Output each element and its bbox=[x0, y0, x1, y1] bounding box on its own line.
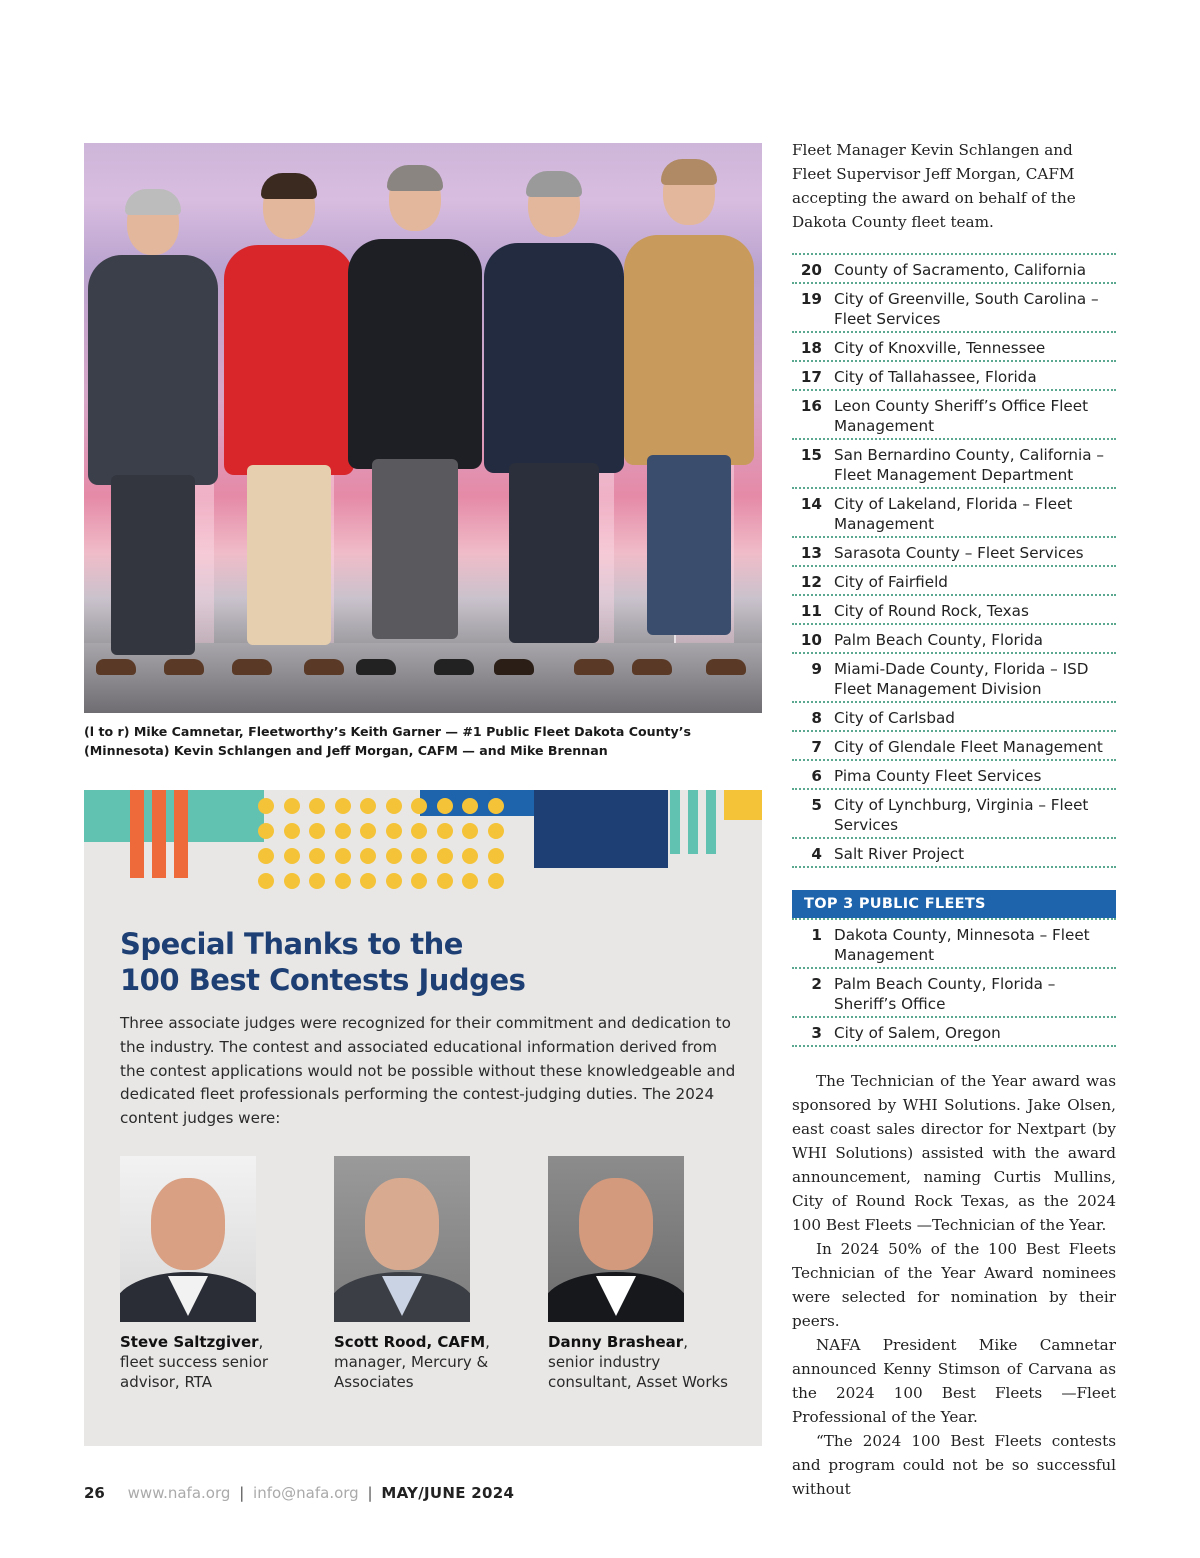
judge-photo bbox=[120, 1156, 256, 1322]
ranking-row bbox=[792, 759, 1116, 788]
decor-dot bbox=[437, 823, 453, 839]
rank-number: 18 bbox=[800, 339, 822, 357]
teal-stripe bbox=[670, 790, 680, 854]
rank-number: 16 bbox=[800, 397, 822, 415]
rank-number: 14 bbox=[800, 495, 822, 513]
decor-dot bbox=[462, 848, 478, 864]
ranking-row bbox=[792, 652, 1116, 701]
decor-dot bbox=[488, 798, 504, 814]
decor-dot bbox=[335, 848, 351, 864]
body-paragraph: The Technician of the Year award was sponsored by WHI Solutions. Jake Olsen, east coast sales director for Nextpart (by WHI Solutions) assisted with the award announcement, naming Curtis Mullins, City of Round Rock Texas, as the 2024 100 Best Fleets —Technician of the Year. bbox=[792, 1072, 1116, 1234]
fleet-name: City of Carlsbad bbox=[834, 709, 955, 727]
rank-number: 6 bbox=[811, 767, 822, 785]
fleet-name: City of Glendale Fleet Management bbox=[834, 738, 1103, 756]
fleet-name: City of Greenville, South Carolina – Fleet Services bbox=[834, 290, 1099, 328]
navy-block bbox=[534, 790, 668, 868]
rank-number: 12 bbox=[800, 573, 822, 591]
decor-dot bbox=[386, 798, 402, 814]
fleet-name: Dakota County, Minnesota – Fleet Management bbox=[834, 926, 1090, 964]
rank-number: 9 bbox=[811, 660, 822, 678]
decor-dot bbox=[309, 848, 325, 864]
rank-number: 7 bbox=[811, 738, 822, 756]
teal-stripe bbox=[688, 790, 698, 854]
rankings-list bbox=[792, 253, 1116, 868]
decor-dot bbox=[335, 798, 351, 814]
judge-photo bbox=[548, 1156, 684, 1322]
decor-dot bbox=[411, 848, 427, 864]
decor-dot bbox=[488, 848, 504, 864]
rank-number: 5 bbox=[811, 796, 822, 814]
person-4 bbox=[484, 185, 624, 667]
yellow-block bbox=[724, 790, 762, 820]
rank-number: 20 bbox=[800, 261, 822, 279]
photo-caption: (l to r) Mike Camnetar, Fleetworthy’s Keith Garner — #1 Public Fleet Dakota County’s (Minnesota) Kevin Schlangen and Jeff Morgan, CAFM — and Mike Brennan bbox=[84, 724, 692, 758]
person-5 bbox=[624, 177, 754, 667]
decor-dot bbox=[258, 823, 274, 839]
issue-date: MAY/JUNE 2024 bbox=[381, 1484, 515, 1502]
judge-role: senior industry consultant, Asset Works bbox=[548, 1353, 728, 1391]
decor-dot bbox=[309, 873, 325, 889]
email-link[interactable]: info@nafa.org bbox=[253, 1484, 359, 1502]
fleet-name: Sarasota County – Fleet Services bbox=[834, 544, 1084, 562]
decor-dot bbox=[386, 823, 402, 839]
decor-dot bbox=[386, 873, 402, 889]
decor-dot bbox=[309, 823, 325, 839]
fleet-name: City of Round Rock, Texas bbox=[834, 602, 1029, 620]
fleet-name: San Bernardino County, California – Fleet Management Department bbox=[834, 446, 1104, 484]
judge-name: Scott Rood, CAFM bbox=[334, 1333, 486, 1351]
decor-dot bbox=[360, 798, 376, 814]
decor-dot bbox=[335, 823, 351, 839]
ranking-row bbox=[792, 967, 1116, 1016]
decor-dot bbox=[309, 798, 325, 814]
decor-dot bbox=[335, 873, 351, 889]
decor-dot bbox=[411, 823, 427, 839]
person-2 bbox=[224, 187, 354, 667]
decor-dot bbox=[360, 823, 376, 839]
judge-photo bbox=[334, 1156, 470, 1322]
orange-stripe bbox=[130, 790, 144, 878]
fleet-name: City of Lakeland, Florida – Fleet Management bbox=[834, 495, 1073, 533]
decor-dot bbox=[488, 823, 504, 839]
fleet-name: City of Knoxville, Tennessee bbox=[834, 339, 1046, 357]
fleet-name: Leon County Sheriff’s Office Fleet Management bbox=[834, 397, 1089, 435]
rank-number: 13 bbox=[800, 544, 822, 562]
ranking-row bbox=[792, 837, 1116, 868]
ranking-row bbox=[792, 331, 1116, 360]
page-number: 26 bbox=[84, 1484, 105, 1502]
judge-role: manager, Mercury & Associates bbox=[334, 1353, 489, 1391]
fleet-name: Palm Beach County, Florida bbox=[834, 631, 1043, 649]
top3-heading: TOP 3 PUBLIC FLEETS bbox=[792, 890, 1116, 918]
rank-number: 4 bbox=[811, 845, 822, 863]
body-paragraph: “The 2024 100 Best Fleets contests and program could not be so successful without bbox=[792, 1432, 1116, 1498]
decor-dot bbox=[462, 798, 478, 814]
decor-dot bbox=[411, 873, 427, 889]
rank-number: 11 bbox=[800, 602, 822, 620]
fleet-name: Pima County Fleet Services bbox=[834, 767, 1042, 785]
ranking-row bbox=[792, 487, 1116, 536]
judges-section bbox=[84, 790, 762, 1446]
judge-card: Danny Brashear, senior industry consultant, Asset Works bbox=[548, 1156, 738, 1392]
decor-dot bbox=[462, 873, 478, 889]
decor-dot bbox=[411, 798, 427, 814]
ranking-row bbox=[792, 389, 1116, 438]
judge-card: Steve Saltzgiver, fleet success senior advisor, RTA bbox=[120, 1156, 310, 1392]
decor-dot bbox=[386, 848, 402, 864]
decor-dot bbox=[437, 848, 453, 864]
rank-number: 17 bbox=[800, 368, 822, 386]
page-footer: 26 www.nafa.org | info@nafa.org | MAY/JUNE 2024 bbox=[84, 1484, 515, 1502]
top3-list bbox=[792, 918, 1116, 1047]
rank-number: 10 bbox=[800, 631, 822, 649]
rank-number: 15 bbox=[800, 446, 822, 464]
fleet-name: City of Tallahassee, Florida bbox=[834, 368, 1037, 386]
body-paragraph: In 2024 50% of the 100 Best Fleets Technician of the Year Award nominees were selected for nomination by their peers. bbox=[792, 1240, 1116, 1330]
rank-number: 2 bbox=[811, 975, 822, 993]
decor-dot bbox=[284, 823, 300, 839]
ranking-row bbox=[792, 536, 1116, 565]
ranking-row bbox=[792, 360, 1116, 389]
decor-dot bbox=[360, 848, 376, 864]
fleet-name: Salt River Project bbox=[834, 845, 965, 863]
ranking-row bbox=[792, 701, 1116, 730]
ranking-row bbox=[792, 253, 1116, 282]
decor-dot bbox=[258, 873, 274, 889]
rank-number: 19 bbox=[800, 290, 822, 308]
fleet-name: Miami-Dade County, Florida – ISD Fleet Management Division bbox=[834, 660, 1089, 698]
decor-dot bbox=[437, 798, 453, 814]
award-photo bbox=[84, 143, 762, 713]
decor-dot bbox=[284, 848, 300, 864]
judges-intro: Three associate judges were recognized for their commitment and dedication to the industry. The contest and associated educational information derived from the contest applications would not be possible without these knowledgeable and dedicated fleet professionals performing the contest-judging duties. The 2024 content judges were: bbox=[120, 1014, 736, 1128]
judge-card: Scott Rood, CAFM, manager, Mercury & Associates bbox=[334, 1156, 524, 1392]
orange-stripe bbox=[174, 790, 188, 878]
decor-dot bbox=[258, 848, 274, 864]
decor-dot bbox=[360, 873, 376, 889]
fleet-name: Palm Beach County, Florida – Sheriff’s Office bbox=[834, 975, 1056, 1013]
ranking-row bbox=[792, 918, 1116, 967]
body-text bbox=[792, 1069, 1116, 1501]
person-3 bbox=[348, 181, 482, 667]
ranking-row bbox=[792, 623, 1116, 652]
rank-number: 8 bbox=[811, 709, 822, 727]
fleet-name: City of Fairfield bbox=[834, 573, 948, 591]
ranking-row bbox=[792, 438, 1116, 487]
decor-dot bbox=[284, 873, 300, 889]
fleet-name: City of Lynchburg, Virginia – Fleet Services bbox=[834, 796, 1089, 834]
person-1 bbox=[88, 197, 218, 667]
rank-number: 1 bbox=[811, 926, 822, 944]
body-paragraph: NAFA President Mike Camnetar announced Kenny Stimson of Carvana as the 2024 100 Best Fleets —Fleet Professional of the Year. bbox=[792, 1336, 1116, 1426]
decor-dot bbox=[488, 873, 504, 889]
judge-name: Steve Saltzgiver bbox=[120, 1333, 259, 1351]
teal-stripe bbox=[706, 790, 716, 854]
fleet-name: County of Sacramento, California bbox=[834, 261, 1087, 279]
judge-role: fleet success senior advisor, RTA bbox=[120, 1353, 269, 1391]
rank-number: 3 bbox=[811, 1024, 822, 1042]
ranking-row bbox=[792, 1016, 1116, 1047]
website-link[interactable]: www.nafa.org bbox=[127, 1484, 231, 1502]
ranking-row bbox=[792, 730, 1116, 759]
ranking-row bbox=[792, 788, 1116, 837]
ranking-row bbox=[792, 282, 1116, 331]
ranking-row bbox=[792, 565, 1116, 594]
ranking-row bbox=[792, 594, 1116, 623]
decor-dot bbox=[437, 873, 453, 889]
decor-dot bbox=[284, 798, 300, 814]
fleet-name: City of Salem, Oregon bbox=[834, 1024, 1001, 1042]
decor-dot bbox=[258, 798, 274, 814]
judge-name: Danny Brashear bbox=[548, 1333, 684, 1351]
decor-dot bbox=[462, 823, 478, 839]
orange-stripe bbox=[152, 790, 166, 878]
award-intro-text: Fleet Manager Kevin Schlangen and Fleet Supervisor Jeff Morgan, CAFM accepting the award on behalf of the Dakota County fleet team. bbox=[792, 141, 1076, 231]
judges-title: Special Thanks to the 100 Best Contests Judges bbox=[120, 927, 526, 997]
